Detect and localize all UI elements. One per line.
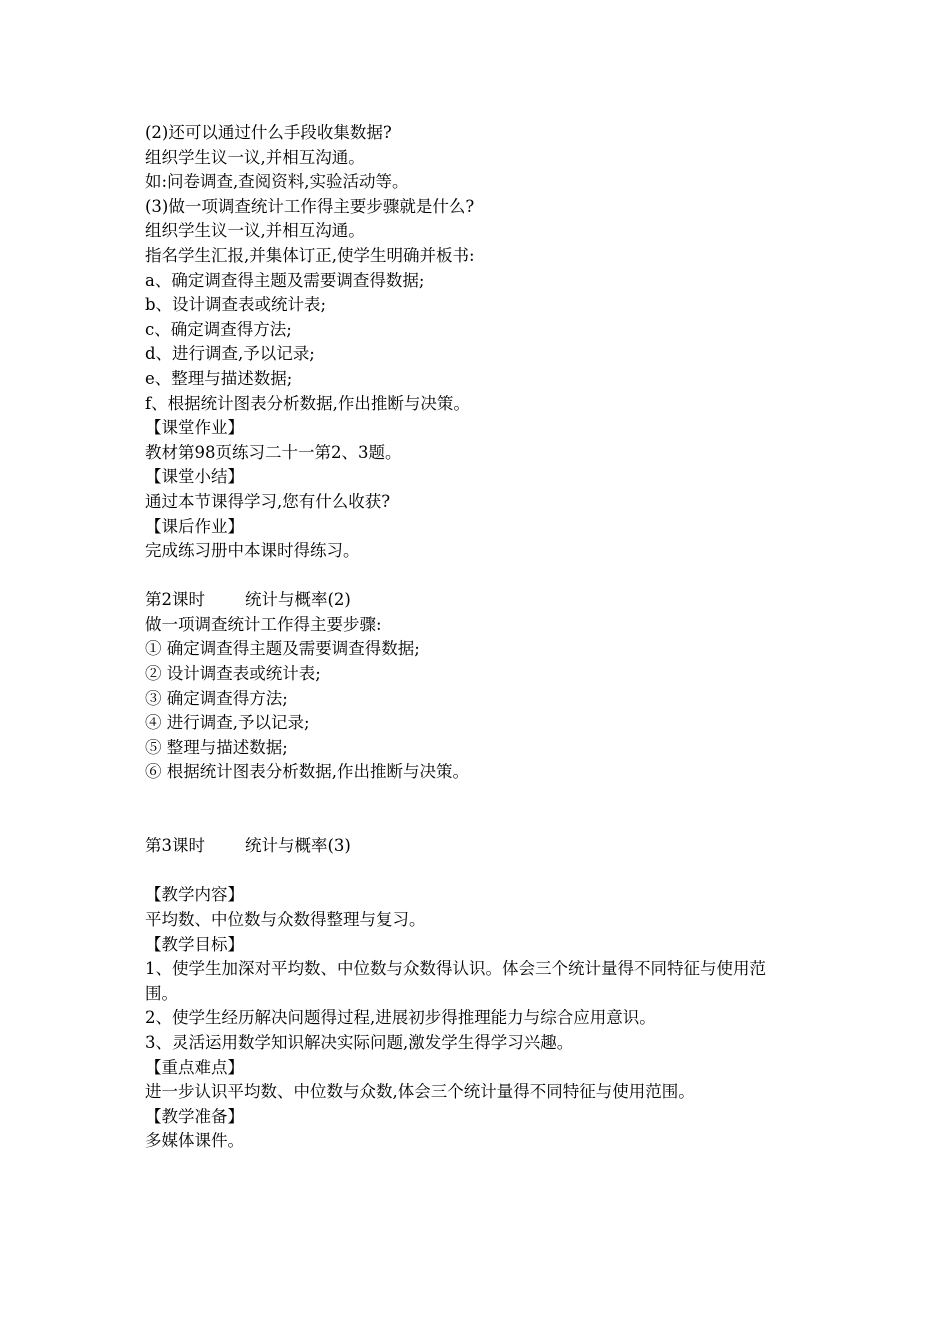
spacer (145, 785, 785, 810)
spacer (145, 564, 785, 589)
lesson-2-number: 第2课时 (145, 590, 205, 610)
text-line: 组织学生议一议,并相互沟通。 (145, 147, 365, 167)
key-points-text: 进一步认识平均数、中位数与众数,体会三个统计量得不同特征与使用范围。 (145, 1082, 695, 1102)
goal-item: 1、使学生加深对平均数、中位数与众数得认识。体会三个统计量得不同特征与使用范围。 (145, 959, 766, 1003)
step-item: ⑤ 整理与描述数据; (145, 737, 288, 757)
goal-item: 2、使学生经历解决问题得过程,进展初步得推理能力与综合应用意识。 (145, 1008, 656, 1028)
list-item: f、根据统计图表分析数据,作出推断与决策。 (145, 393, 470, 413)
lesson-3-name: 统计与概率(3) (245, 836, 351, 856)
classwork-text: 教材第98页练习二十一第2、3题。 (145, 442, 402, 462)
text-line: (3)做一项调查统计工作得主要步骤就是什么? (145, 196, 475, 216)
step-item: ⑥ 根据统计图表分析数据,作出推断与决策。 (145, 762, 469, 782)
list-item: b、设计调查表或统计表; (145, 295, 327, 315)
summary-heading: 【课堂小结】 (145, 467, 244, 487)
text-line: (2)还可以通过什么手段收集数据? (145, 123, 392, 142)
summary-text: 通过本节课得学习,您有什么收获? (145, 491, 391, 511)
text-line: 组织学生议一议,并相互沟通。 (145, 221, 365, 241)
lesson-2-name: 统计与概率(2) (245, 590, 351, 610)
step-item: ① 确定调查得主题及需要调查得数据; (145, 639, 420, 659)
list-item: d、进行调查,予以记录; (145, 344, 315, 364)
preparation-text: 多媒体课件。 (145, 1131, 244, 1151)
after-class-text: 完成练习册中本课时得练习。 (145, 541, 360, 561)
lesson-3-number: 第3课时 (145, 836, 205, 856)
step-item: ② 设计调查表或统计表; (145, 664, 321, 684)
lesson-2-title (145, 588, 785, 613)
list-item: c、确定调查得方法; (145, 319, 292, 339)
classwork-heading: 【课堂作业】 (145, 418, 244, 438)
document-page (145, 121, 785, 1154)
lesson-3-title (145, 834, 785, 859)
after-class-heading: 【课后作业】 (145, 516, 244, 536)
content-heading: 【教学内容】 (145, 885, 244, 905)
list-item: a、确定调查得主题及需要调查得数据; (145, 270, 425, 290)
spacer (145, 859, 785, 884)
goals-heading: 【教学目标】 (145, 934, 244, 954)
preparation-heading: 【教学准备】 (145, 1106, 244, 1126)
text-line: 如:问卷调查,查阅资料,实验活动等。 (145, 172, 409, 192)
text-line: 指名学生汇报,并集体订正,使学生明确并板书: (145, 245, 475, 265)
spacer (145, 810, 785, 835)
key-points-heading: 【重点难点】 (145, 1057, 244, 1077)
goal-item: 3、灵活运用数学知识解决实际问题,激发学生得学习兴趣。 (145, 1032, 574, 1052)
step-item: ④ 进行调查,予以记录; (145, 713, 310, 733)
step-item: ③ 确定调查得方法; (145, 688, 288, 708)
lesson-2-intro: 做一项调查统计工作得主要步骤: (145, 614, 382, 634)
content-text: 平均数、中位数与众数得整理与复习。 (145, 910, 426, 929)
list-item: e、整理与描述数据; (145, 368, 293, 388)
